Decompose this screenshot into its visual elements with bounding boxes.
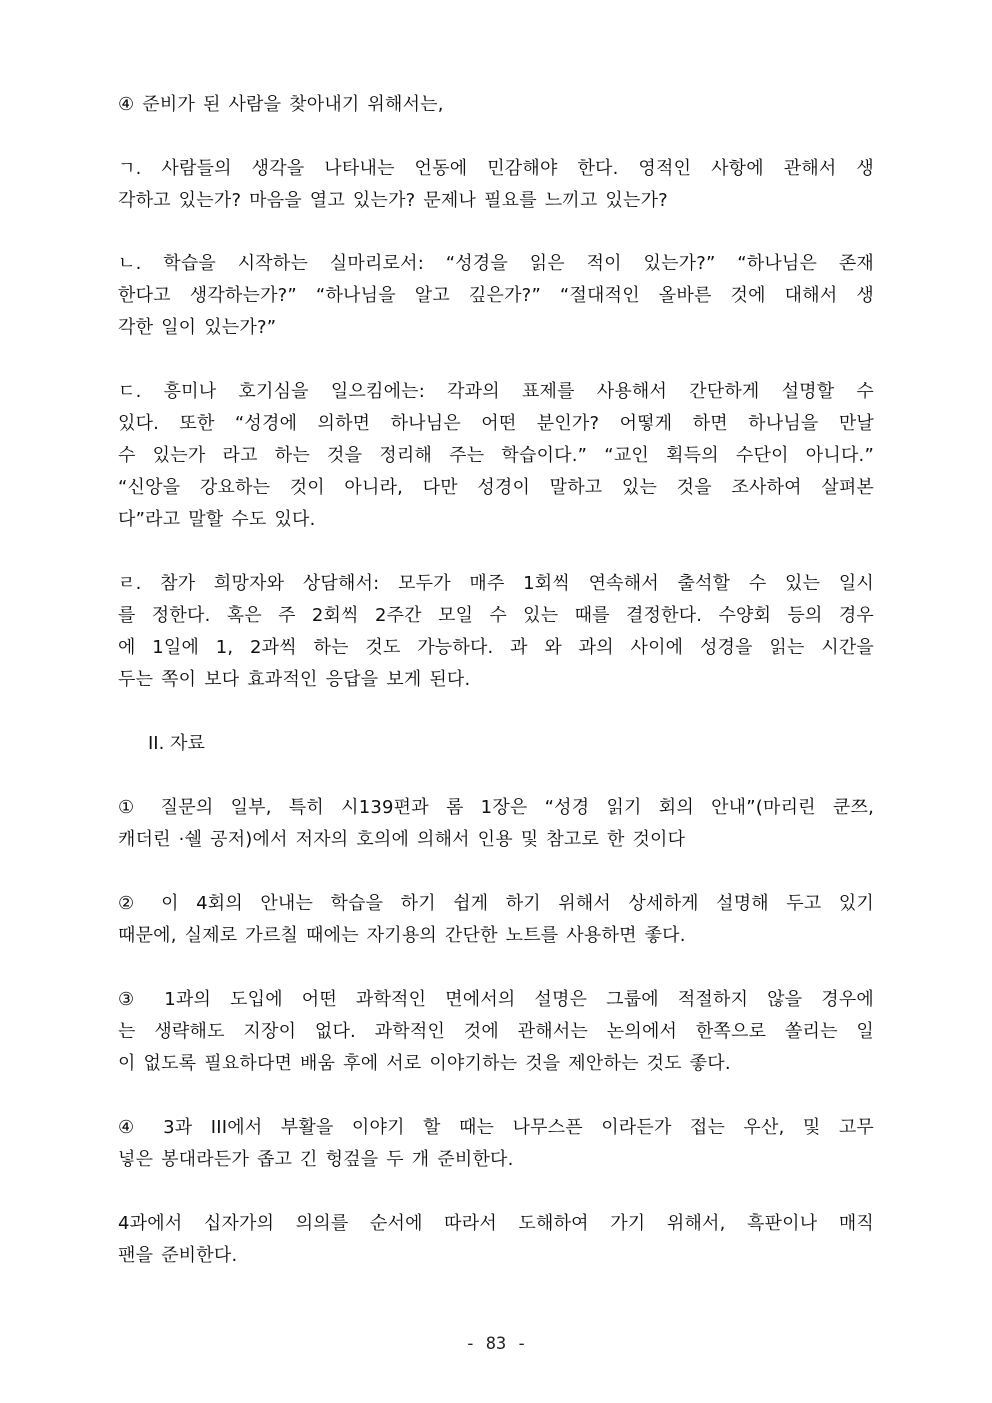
text-line: 4과에서 십자가의 의의를 순서에 따라서 도해하여 가기 위해서, 흑판이나 매직: [118, 1213, 874, 1234]
text-line: 두는 쪽이 보다 효과적인 응답을 보게 된다.: [118, 669, 471, 690]
text-line: ① 질문의 일부, 특히 시139편과 롬 1장은 “성경 읽기 회의 안내”(마리린 쿤쯔,: [118, 797, 874, 818]
text-line: 캐더린 ·쉘 공저)에서 저자의 호의에 의해서 인용 및 참고로 한 것이다: [118, 829, 686, 850]
text-line: 를 정한다. 혹은 주 2회씩 2주간 모일 수 있는 때를 결정한다. 수양회 등의 경우: [118, 605, 874, 626]
paragraph-nieun: [118, 248, 874, 344]
text-line: 에 1일에 1, 2과씩 하는 것도 가능하다. 과 와 과의 사이에 성경을 읽는 시간을: [118, 637, 874, 658]
text-line: ② 이 4회의 안내는 학습을 하기 쉽게 하기 위해서 상세하게 설명해 두고 있기: [118, 893, 874, 914]
section-heading: II. 자료: [148, 733, 205, 754]
text-line: ㄹ. 참가 희망자와 상담해서: 모두가 매주 1회씩 연속해서 출석할 수 있는 일시: [118, 573, 874, 594]
text-line: ③ 1과의 도입에 어떤 과학적인 면에서의 설명은 그룹에 적절하지 않을 경우에: [118, 989, 874, 1010]
text-line: 다”라고 말할 수도 있다.: [118, 509, 316, 530]
text-line: ㄷ. 흥미나 호기심을 일으킴에는: 각과의 표제를 사용해서 간단하게 설명할 수: [118, 381, 874, 402]
text-line: 각한 일이 있는가?”: [118, 317, 277, 338]
paragraph-materials-4: [118, 1112, 874, 1176]
text-line: ④ 3과 III에서 부활을 이야기 할 때는 나무스픈 이라든가 접는 우산, 및 고무: [118, 1117, 874, 1138]
paragraph-4-intro: [118, 89, 874, 121]
text-line: 때문에, 실제로 가르칠 때에는 자기용의 간단한 노트를 사용하면 좋다.: [118, 925, 686, 946]
paragraph-materials-1: [118, 792, 874, 856]
text-line: ㄴ. 학습을 시작하는 실마리로서: “성경을 읽은 적이 있는가?” “하나님은 존재: [118, 253, 874, 274]
text-line: ④ 준비가 된 사람을 찾아내기 위해서는,: [118, 94, 444, 115]
text-line: 넣은 봉대라든가 좁고 긴 헝겊을 두 개 준비한다.: [118, 1149, 514, 1170]
text-line: 한다고 생각하는가?” “하나님을 알고 깊은가?” “절대적인 올바른 것에 대해서 생: [118, 285, 874, 306]
paragraph-materials-2: [118, 888, 874, 952]
text-line: 이 없도록 필요하다면 배움 후에 서로 이야기하는 것을 제안하는 것도 좋다.: [118, 1053, 731, 1074]
paragraph-rieul: [118, 568, 874, 696]
text-line: “신앙을 강요하는 것이 아니라, 다만 성경이 말하고 있는 것을 조사하여 살펴본: [118, 477, 874, 498]
paragraph-materials-3: [118, 984, 874, 1080]
page-number: - 83 -: [465, 1334, 527, 1354]
paragraph-materials-5: [118, 1208, 874, 1272]
paragraph-digeut: [118, 376, 874, 536]
text-line: 팬을 준비한다.: [118, 1245, 238, 1266]
paragraph-giyeok: [118, 153, 874, 217]
text-line: ㄱ. 사람들의 생각을 나타내는 언동에 민감해야 한다. 영적인 사항에 관해서 생: [118, 158, 874, 179]
text-line: 는 생략해도 지장이 없다. 과학적인 것에 관해서는 논의에서 한쪽으로 쏠리는 일: [118, 1021, 874, 1042]
text-line: 수 있는가 라고 하는 것을 정리해 주는 학습이다.” “교인 획득의 수단이 아니다.”: [118, 445, 874, 466]
text-line: 있다. 또한 “성경에 의하면 하나님은 어떤 분인가? 어떻게 하면 하나님을 만날: [118, 413, 874, 434]
text-line: 각하고 있는가? 마음을 열고 있는가? 문제나 필요를 느끼고 있는가?: [118, 190, 668, 211]
